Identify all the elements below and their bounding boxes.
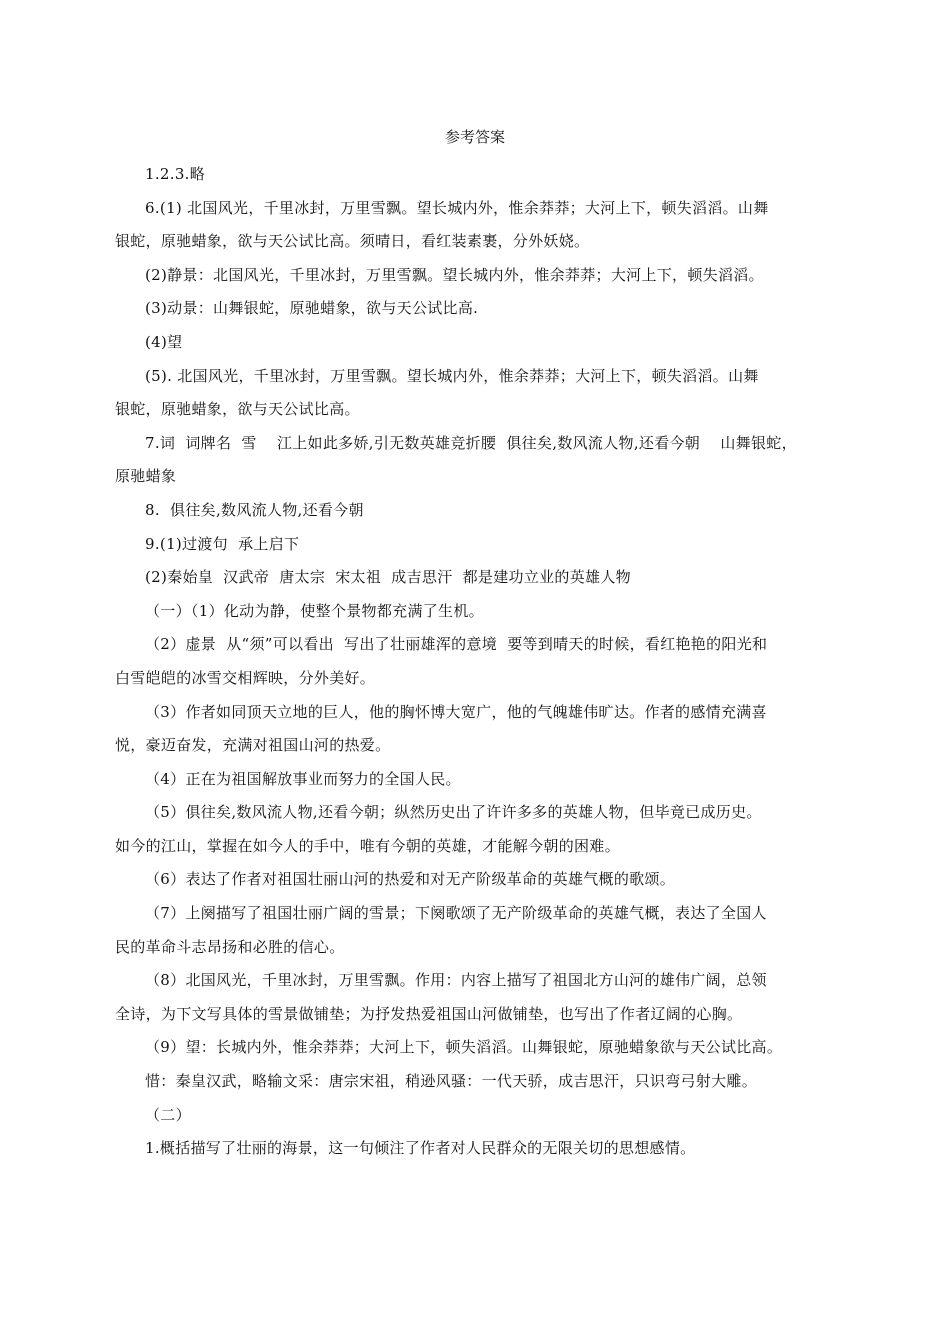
answer-line: 民的革命斗志昂扬和必胜的信心。	[115, 937, 345, 956]
answer-line: 如今的江山，掌握在如今人的手中，唯有今朝的英雄，才能解今朝的困难。	[115, 836, 620, 855]
answer-line: 7.词 词牌名 雪 江上如此多娇,引无数英雄竞折腰 俱往矣,数风流人物,还看今朝 山舞银蛇，	[145, 433, 797, 452]
answer-line: (4)望	[145, 332, 183, 351]
answer-line: 银蛇，原驰蜡象，欲与天公试比高。须晴日，看红装素裹，分外妖娆。	[115, 232, 590, 251]
answer-line: （4）正在为祖国解放事业而努力的全国人民。	[145, 769, 461, 788]
answer-line: 白雪皑皑的冰雪交相辉映，分外美好。	[115, 668, 376, 687]
answer-line: （8）北国风光，千里冰封，万里雪飘。作用：内容上描写了祖国北方山河的雄伟广阔，总领	[145, 971, 767, 990]
answer-line: 1.2.3.略	[145, 165, 206, 183]
answer-line: (2)秦始皇 汉武帝 唐太宗 宋太祖 成吉思汗 都是建功立业的英雄人物	[145, 568, 631, 587]
answer-line: 8. 俱往矣,数风流人物,还看今朝	[145, 500, 364, 519]
answer-line: （2）虚景 从“须”可以看出 写出了壮丽雄浑的意境 要等到晴天的时候，看红艳艳的阳光和	[145, 635, 768, 654]
answer-line: （7）上阕描写了祖国壮丽广阔的雪景；下阕歌颂了无产阶级革命的英雄气概，表达了全国人	[145, 904, 767, 923]
answer-line: (2)静景：北国风光，千里冰封，万里雪飘。望长城内外，惟余莽莽；大河上下，顿失滔滔。	[145, 265, 764, 284]
answer-line: （6）表达了作者对祖国壮丽山河的热爱和对无产阶级革命的英雄气概的歌颂。	[145, 870, 676, 889]
answer-line: 9.(1)过渡句 承上启下	[145, 534, 300, 553]
answer-line: 原驰蜡象	[115, 467, 177, 486]
answer-line: 全诗，为下文写具体的雪景做铺垫；为抒发热爱祖国山河做铺垫，也写出了作者辽阔的心胸。	[115, 1004, 743, 1023]
answer-line: （5）俱往矣,数风流人物,还看今朝；纵然历史出了许许多多的英雄人物，但毕竟已成历史。	[145, 803, 762, 822]
answer-line: （二）	[145, 1105, 191, 1124]
page-title: 参考答案	[444, 128, 505, 146]
answer-line: (5). 北国风光，千里冰封，万里雪飘。望长城内外，惟余莽莽；大河上下，顿失滔滔。山舞	[145, 366, 759, 385]
answer-line: (3)动景：山舞银蛇，原驰蜡象，欲与天公试比高.	[145, 299, 479, 318]
answer-line: 银蛇，原驰蜡象，欲与天公试比高。	[115, 400, 360, 419]
answer-line: 1.概括描写了壮丽的海景，这一句倾注了作者对人民群众的无限关切的思想感情。	[145, 1139, 696, 1158]
answer-body	[115, 158, 835, 1166]
answer-line: 6.(1) 北国风光，千里冰封，万里雪飘。望长城内外，惟余莽莽；大河上下，顿失滔滔。山舞	[145, 198, 769, 217]
answer-line: （一）（1）化动为静，使整个景物都充满了生机。	[145, 601, 484, 620]
answer-line: 惜：秦皇汉武，略输文采：唐宗宋祖，稍逊风骚：一代天骄，成吉思汗，只识弯弓射大雕。	[145, 1072, 758, 1091]
answer-line: （9）望：长城内外，惟余莽莽；大河上下，顿失滔滔。山舞银蛇，原驰蜡象欲与天公试比高。	[145, 1038, 783, 1057]
answer-line: （3）作者如同顶天立地的巨人，他的胸怀博大宽广，他的气魄雄伟旷达。作者的感情充满喜	[145, 702, 767, 721]
answer-line: 悦，豪迈奋发，充满对祖国山河的热爱。	[115, 736, 391, 755]
